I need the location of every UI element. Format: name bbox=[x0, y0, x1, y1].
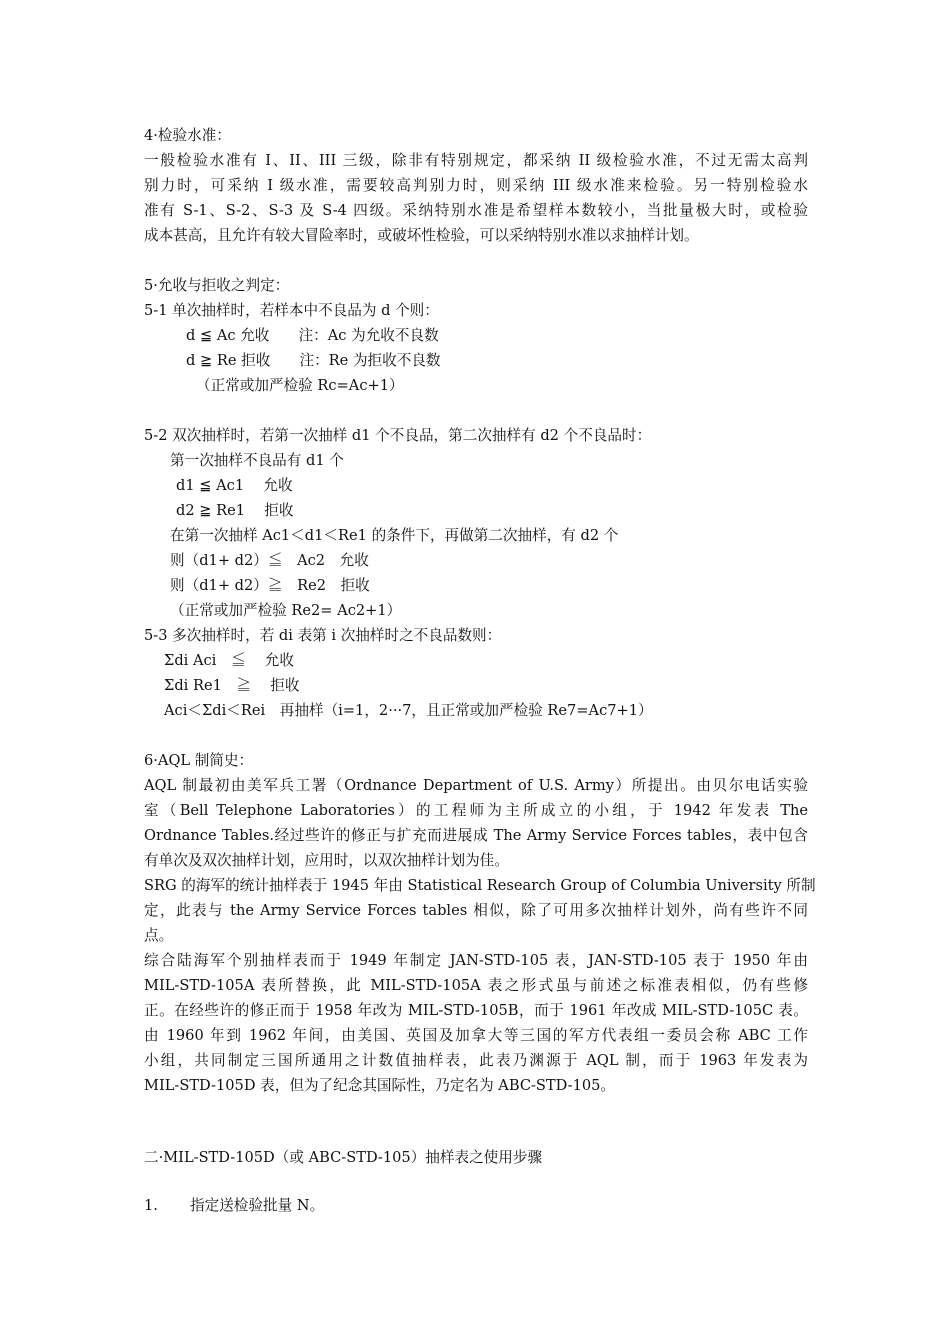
step-text: 指定送检验批量 N。 bbox=[190, 1197, 325, 1214]
section-6-text-line: 小组，共同制定三国所通用之计数值抽样表，此表乃渊源于 AQL 制，而于 1963 年发表为 bbox=[144, 1052, 808, 1069]
rule-line: 则（d1+ d2）≧ Re2 拒收 bbox=[170, 577, 370, 594]
section-4-text-line: 成本甚高，且允许有较大冒险率时，或破坏性检验，可以采纳特别水准以求抽样计划。 bbox=[144, 227, 699, 244]
section-5-heading: 5·允收与拒收之判定： bbox=[144, 277, 290, 294]
section-6-text-line: 有单次及双次抽样计划，应用时，以双次抽样计划为佳。 bbox=[144, 852, 509, 869]
subsection-5-1-title: 5-1 单次抽样时，若样本中不良品为 d 个则： bbox=[144, 302, 439, 319]
rule-note: （正常或加严检验 Rc=Ac+1） bbox=[196, 377, 404, 394]
rule-line: 则（d1+ d2）≦ Ac2 允收 bbox=[170, 552, 369, 569]
section-6-text-line: MIL-STD-105A 表所替换，此 MIL-STD-105A 表之形式虽与前述之标准表相似，仍有些修 bbox=[144, 977, 808, 994]
rule-line: 在第一次抽样 Ac1＜d1＜Re1 的条件下，再做第二次抽样，有 d2 个 bbox=[170, 527, 619, 544]
section-6-text-line: 由 1960 年到 1962 年间，由美国、英国及加拿大等三国的军方代表组一委员会称 ABC 工作 bbox=[144, 1027, 808, 1044]
section-6-text-line: SRG 的海军的统计抽样表于 1945 年由 Statistical Research Group of Columbia University 所制 bbox=[144, 877, 816, 894]
rule-line: 第一次抽样不良品有 d1 个 bbox=[170, 452, 344, 469]
subsection-5-2-title: 5-2 双次抽样时，若第一次抽样 d1 个不良品，第二次抽样有 d2 个不良品时： bbox=[144, 427, 652, 444]
rule-line: d ≧ Re 拒收 注：Re 为拒收不良数 bbox=[186, 352, 441, 369]
section-6-text-line: 定，此表与 the Army Service Forces tables 相似，除了可用多次抽样计划外，尚有些许不同 bbox=[144, 902, 808, 919]
section-4-text-line: 别力时，可采纳 I 级水准，需要较高判别力时，则采纳 III 级水准来检验。另一特别检验水 bbox=[144, 177, 808, 194]
section-6-text-line: 正。在经些许的修正而于 1958 年改为 MIL-STD-105B，而于 1961 年改成 MIL-STD-105C 表。 bbox=[144, 1002, 808, 1019]
rule-line: Aci＜Σdi＜Rei 再抽样（i=1，2···7，且正常或加严检验 Re7=Ac7+1） bbox=[164, 702, 653, 719]
section-6-text-line: Ordnance Tables.经过些许的修正与扩充而进展成 The Army Service Forces tables，表中包含 bbox=[144, 827, 808, 844]
section-6-heading: 6·AQL 制简史： bbox=[144, 752, 254, 769]
section-6-text-line: MIL-STD-105D 表，但为了纪念其国际性，乃定名为 ABC-STD-105。 bbox=[144, 1077, 616, 1094]
section-6-text-line: 室（Bell Telephone Laboratories）的工程师为主所成立的小组，于 1942 年发表 The bbox=[144, 802, 808, 819]
subsection-5-3-title: 5-3 多次抽样时，若 di 表第 i 次抽样时之不良品数则： bbox=[144, 627, 502, 644]
step-number: 1. bbox=[144, 1197, 158, 1214]
section-6-text-line: 点。 bbox=[144, 927, 174, 944]
rule-line: d ≦ Ac 允收 注：Ac 为允收不良数 bbox=[186, 327, 439, 344]
section-6-text-line: AQL 制最初由美军兵工署（Ordnance Department of U.S. Army）所提出。由贝尔电话实验 bbox=[144, 777, 808, 794]
rule-line: d1 ≦ Ac1 允收 bbox=[176, 477, 293, 494]
rule-line: d2 ≧ Re1 拒收 bbox=[176, 502, 294, 519]
part-2-heading: 二·MIL-STD-105D（或 ABC-STD-105）抽样表之使用步骤 bbox=[144, 1149, 543, 1166]
rule-note: （正常或加严检验 Re2= Ac2+1） bbox=[170, 602, 402, 619]
rule-line: Σdi Aci ≦ 允收 bbox=[164, 652, 294, 669]
section-4-heading: 4·检验水准： bbox=[144, 127, 231, 144]
section-4-text-line: 准有 S-1、S-2、S-3 及 S-4 四级。采纳特别水准是希望样本数较小，当批量极大时，或检验 bbox=[144, 202, 808, 219]
rule-line: Σdi Re1 ≧ 拒收 bbox=[164, 677, 300, 694]
section-4-text-line: 一般检验水准有 I、II、III 三级，除非有特别规定，都采纳 II 级检验水准，不过无需太高判 bbox=[144, 152, 808, 169]
section-6-text-line: 综合陆海军个别抽样表而于 1949 年制定 JAN-STD-105 表，JAN-STD-105 表于 1950 年由 bbox=[144, 952, 808, 969]
